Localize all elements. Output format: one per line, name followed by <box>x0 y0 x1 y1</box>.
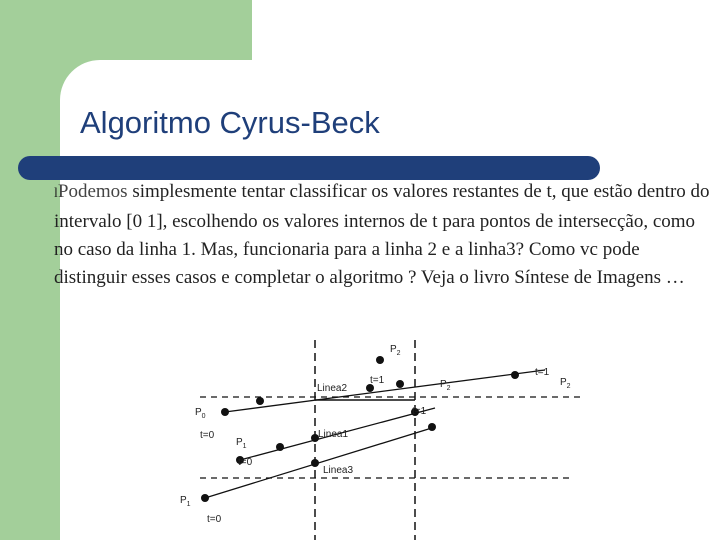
label-t1-mid: t=1 <box>412 406 427 417</box>
decorative-left-band <box>0 0 60 540</box>
label-p1-line3: $P_1$ <box>180 495 191 508</box>
label-linea2: Linea2 <box>317 383 348 394</box>
title-underline-bar <box>18 156 600 180</box>
clipping-diagram <box>170 335 590 540</box>
label-p1-line1: $P_1$ <box>236 437 247 450</box>
label-t0-line2: t=0 <box>200 430 215 441</box>
label-t1-top: t=1 <box>370 375 385 386</box>
body-paragraph: simplesmente tentar classificar os valores restantes de t, que estão dentro do intervalo [0 1], escolhendo os valores internos de t para pontos de intersecção, como no caso da linha 1. Mas, funcionaria para a linha 2 e a linha3? Como vc pode distinguir esses casos e completar o algoritmo ? Veja o livro Síntese de Imagens … <box>54 181 710 288</box>
decorative-top-band <box>60 0 252 60</box>
line3-point <box>311 459 319 467</box>
line2-point-p0 <box>221 408 229 416</box>
bullet-icon: l <box>54 186 58 201</box>
label-p2-right: $P_2$ <box>560 377 571 390</box>
cyrus-beck-clipping-figure <box>170 335 590 540</box>
slide-title: Algoritmo Cyrus-Beck <box>80 105 380 140</box>
label-t0-line1: t=0 <box>238 457 253 468</box>
line2-point <box>396 380 404 388</box>
label-linea3: Linea3 <box>323 465 354 476</box>
line2 <box>225 370 545 412</box>
slide-body-text <box>54 178 714 292</box>
line3-point-p1 <box>201 494 209 502</box>
label-t1-right: t=1 <box>535 367 550 378</box>
label-p0-line2: $P_0$ <box>195 407 206 420</box>
label-p2-mid: $P_2$ <box>440 379 451 392</box>
line2-point <box>511 371 519 379</box>
body-lead-word: Podemos <box>57 181 128 202</box>
label-linea1: Linea1 <box>318 429 349 440</box>
label-p2-top: $P_2$ <box>390 344 401 357</box>
line1-point-p1 <box>276 443 284 451</box>
line2-upper-point <box>376 356 384 364</box>
label-t0-line3: t=0 <box>207 514 222 525</box>
line2-point <box>256 397 264 405</box>
